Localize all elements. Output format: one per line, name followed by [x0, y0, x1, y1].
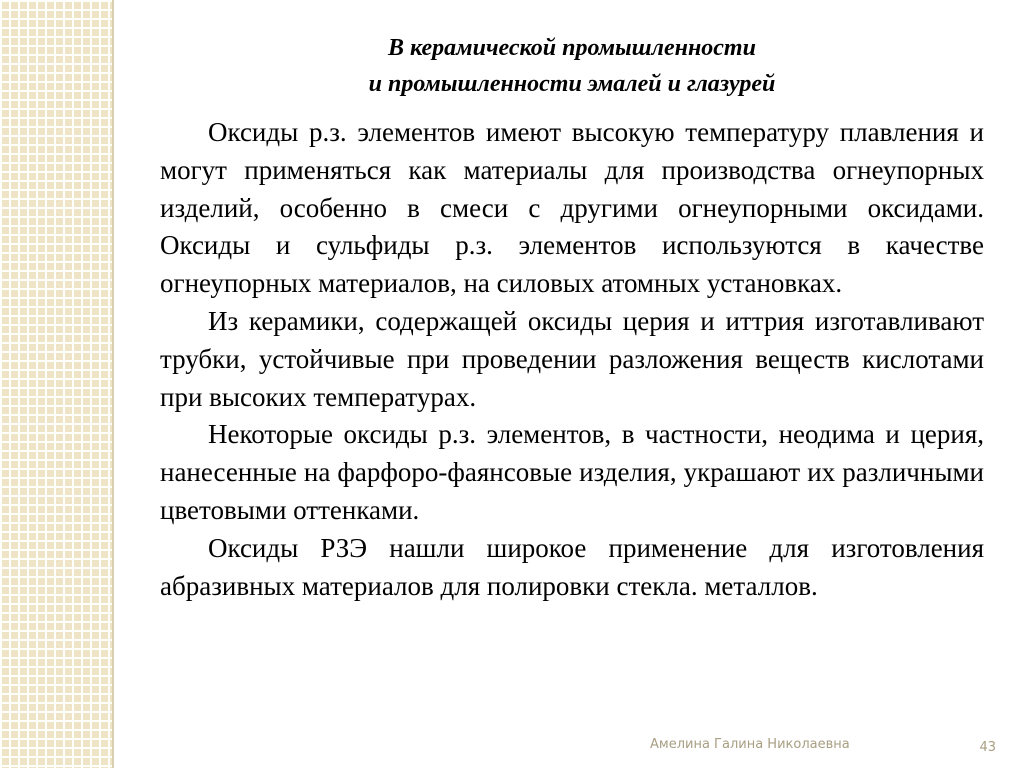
slide-title	[160, 30, 984, 102]
paragraph-porcelain-colors: Некоторые оксиды р.з. элементов, в частности, неодима и церия, нанесенные на фарфоро-фаянсовые изделия, украшают их различными цветовыми оттенками.	[160, 419, 984, 525]
paragraph-refractory: Оксиды р.з. элементов имеют высокую температуру плавления и могут применяться как материалы для производства огнеупорных изделий, особенно в смеси с другими огнеупорными оксидами. Оксиды и сульфиды р.з. элементов используются в качестве огнеупорных материалов, на силовых атомных установках.	[160, 117, 984, 299]
paragraph-ceramic-tubes: Из керамики, содержащей оксиды церия и иттрия изготавливают трубки, устойчивые при проведении разложения веществ кислотами при высоких температурах.	[160, 305, 984, 412]
decorative-side-strip	[0, 0, 112, 768]
slide-title-line-2: и промышленности эмалей и глазурей	[368, 71, 776, 97]
footer-author: Амелина Галина Николаевна	[650, 737, 850, 752]
slide-body	[160, 114, 984, 605]
slide-title-line-1: В керамической промышленности	[388, 35, 756, 61]
page-number: 43	[979, 740, 996, 755]
paragraph-abrasives: Оксиды РЗЭ нашли широкое применение для изготовления абразивных материалов для полировки стекла. металлов.	[160, 532, 984, 601]
